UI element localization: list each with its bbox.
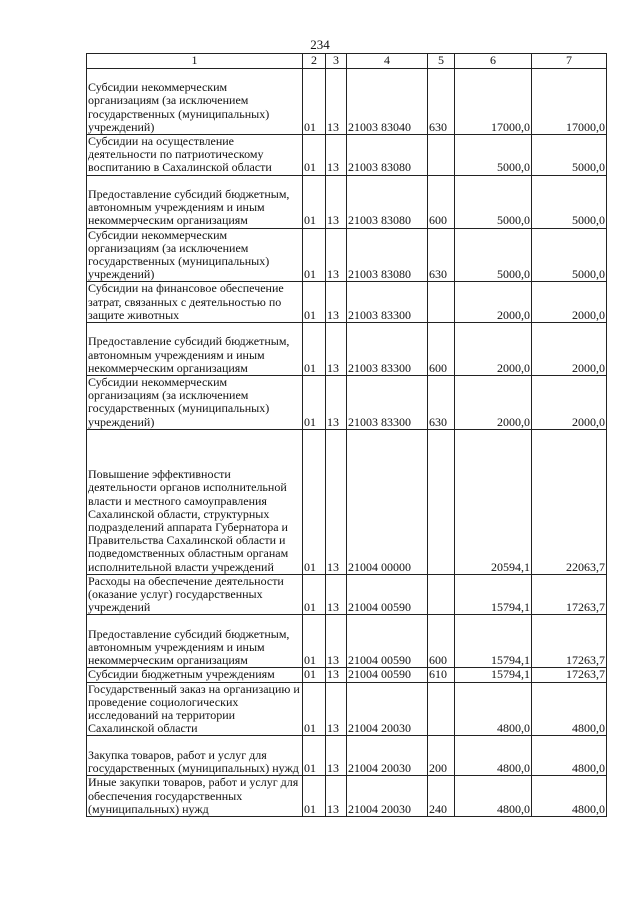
row-amount-year-2: 17263,7 <box>532 668 607 682</box>
row-name: Предоставление субсидий бюджетным, автономным учреждениям и иным некоммерческим организациям <box>87 323 303 376</box>
row-subsection-code: 13 <box>326 323 347 376</box>
header-col-4: 4 <box>347 54 428 69</box>
row-target-code: 21003 83300 <box>347 376 428 430</box>
table-row <box>87 228 607 282</box>
table-row <box>87 282 607 323</box>
row-name: Субсидии бюджетным учреждениям <box>87 668 303 682</box>
row-amount-year-1: 2000,0 <box>455 376 532 430</box>
table-row <box>87 323 607 376</box>
row-name: Повышение эффективности деятельности органов исполнительной власти и местного самоуправления Сахалинской области, структурных подразделений аппарата Губернатора и Правительства Сахалинской области и подведомственных областным органам исполнительной власти учреждений <box>87 429 303 574</box>
row-target-code: 21003 83080 <box>347 135 428 176</box>
row-section-code: 01 <box>303 323 326 376</box>
row-name: Расходы на обеспечение деятельности (оказание услуг) государственных учреждений <box>87 574 303 615</box>
row-expense-type-code <box>428 429 455 574</box>
row-target-code: 21004 20030 <box>347 682 428 736</box>
row-amount-year-1: 5000,0 <box>455 135 532 176</box>
row-section-code: 01 <box>303 682 326 736</box>
header-col-1: 1 <box>87 54 303 69</box>
row-expense-type-code: 630 <box>428 376 455 430</box>
row-amount-year-1: 4800,0 <box>455 776 532 817</box>
row-amount-year-1: 20594,1 <box>455 429 532 574</box>
row-amount-year-1: 5000,0 <box>455 228 532 282</box>
row-amount-year-1: 2000,0 <box>455 282 532 323</box>
row-section-code: 01 <box>303 615 326 668</box>
row-subsection-code: 13 <box>326 228 347 282</box>
row-amount-year-2: 2000,0 <box>532 282 607 323</box>
row-target-code: 21004 20030 <box>347 736 428 776</box>
row-name: Иные закупки товаров, работ и услуг для обеспечения государственных (муниципальных) нужд <box>87 776 303 817</box>
row-amount-year-1: 15794,1 <box>455 668 532 682</box>
row-expense-type-code: 600 <box>428 175 455 228</box>
row-target-code: 21003 83040 <box>347 69 428 135</box>
row-amount-year-2: 5000,0 <box>532 135 607 176</box>
row-expense-type-code <box>428 282 455 323</box>
row-amount-year-2: 17263,7 <box>532 574 607 615</box>
header-col-7: 7 <box>532 54 607 69</box>
row-subsection-code: 13 <box>326 282 347 323</box>
row-name: Государственный заказ на организацию и проведение социологических исследований на территории Сахалинской области <box>87 682 303 736</box>
row-section-code: 01 <box>303 429 326 574</box>
row-section-code: 01 <box>303 668 326 682</box>
row-target-code: 21003 83300 <box>347 282 428 323</box>
row-amount-year-2: 22063,7 <box>532 429 607 574</box>
table-row <box>87 69 607 135</box>
page-number: 234 <box>310 37 330 52</box>
row-amount-year-2: 4800,0 <box>532 736 607 776</box>
row-section-code: 01 <box>303 376 326 430</box>
table-row <box>87 574 607 615</box>
row-subsection-code: 13 <box>326 776 347 817</box>
row-name: Субсидии на финансовое обеспечение затрат, связанных с деятельностью по защите животных <box>87 282 303 323</box>
row-subsection-code: 13 <box>326 69 347 135</box>
row-name: Закупка товаров, работ и услуг для государственных (муниципальных) нужд <box>87 736 303 776</box>
row-expense-type-code <box>428 682 455 736</box>
row-amount-year-1: 5000,0 <box>455 175 532 228</box>
row-section-code: 01 <box>303 282 326 323</box>
row-target-code: 21004 20030 <box>347 776 428 817</box>
table-row <box>87 429 607 574</box>
row-expense-type-code <box>428 574 455 615</box>
table-row <box>87 776 607 817</box>
row-expense-type-code: 600 <box>428 615 455 668</box>
table-row <box>87 736 607 776</box>
row-target-code: 21004 00590 <box>347 668 428 682</box>
row-section-code: 01 <box>303 736 326 776</box>
row-section-code: 01 <box>303 135 326 176</box>
row-name: Предоставление субсидий бюджетным, автономным учреждениям и иным некоммерческим организациям <box>87 615 303 668</box>
row-amount-year-2: 17000,0 <box>532 69 607 135</box>
row-amount-year-2: 5000,0 <box>532 175 607 228</box>
table-row <box>87 682 607 736</box>
row-section-code: 01 <box>303 228 326 282</box>
row-name: Субсидии некоммерческим организациям (за исключением государственных (муниципальных) учреждений) <box>87 69 303 135</box>
table-row <box>87 615 607 668</box>
row-target-code: 21003 83080 <box>347 228 428 282</box>
row-target-code: 21003 83300 <box>347 323 428 376</box>
row-expense-type-code: 630 <box>428 69 455 135</box>
header-col-3: 3 <box>326 54 347 69</box>
budget-table <box>86 53 607 817</box>
row-expense-type-code: 600 <box>428 323 455 376</box>
row-section-code: 01 <box>303 69 326 135</box>
header-row <box>87 54 607 69</box>
row-amount-year-2: 2000,0 <box>532 376 607 430</box>
row-subsection-code: 13 <box>326 429 347 574</box>
table-row <box>87 175 607 228</box>
header-col-6: 6 <box>455 54 532 69</box>
row-name: Предоставление субсидий бюджетным, автономным учреждениям и иным некоммерческим организациям <box>87 175 303 228</box>
row-expense-type-code <box>428 135 455 176</box>
row-name: Субсидии на осуществление деятельности по патриотическому воспитанию в Сахалинской области <box>87 135 303 176</box>
row-subsection-code: 13 <box>326 574 347 615</box>
row-subsection-code: 13 <box>326 668 347 682</box>
row-subsection-code: 13 <box>326 682 347 736</box>
row-amount-year-2: 2000,0 <box>532 323 607 376</box>
row-expense-type-code: 200 <box>428 736 455 776</box>
table-row <box>87 376 607 430</box>
row-amount-year-2: 5000,0 <box>532 228 607 282</box>
header-col-2: 2 <box>303 54 326 69</box>
row-name: Субсидии некоммерческим организациям (за исключением государственных (муниципальных) учреждений) <box>87 376 303 430</box>
row-expense-type-code: 610 <box>428 668 455 682</box>
table-row <box>87 668 607 682</box>
row-section-code: 01 <box>303 776 326 817</box>
row-amount-year-1: 4800,0 <box>455 736 532 776</box>
row-section-code: 01 <box>303 175 326 228</box>
row-amount-year-1: 2000,0 <box>455 323 532 376</box>
row-section-code: 01 <box>303 574 326 615</box>
row-target-code: 21004 00000 <box>347 429 428 574</box>
row-target-code: 21004 00590 <box>347 574 428 615</box>
row-subsection-code: 13 <box>326 376 347 430</box>
row-amount-year-1: 15794,1 <box>455 615 532 668</box>
row-target-code: 21003 83080 <box>347 175 428 228</box>
row-expense-type-code: 630 <box>428 228 455 282</box>
row-subsection-code: 13 <box>326 135 347 176</box>
table-row <box>87 135 607 176</box>
row-subsection-code: 13 <box>326 175 347 228</box>
row-target-code: 21004 00590 <box>347 615 428 668</box>
row-amount-year-2: 17263,7 <box>532 615 607 668</box>
row-amount-year-1: 17000,0 <box>455 69 532 135</box>
row-subsection-code: 13 <box>326 736 347 776</box>
row-subsection-code: 13 <box>326 615 347 668</box>
row-amount-year-2: 4800,0 <box>532 682 607 736</box>
header-col-5: 5 <box>428 54 455 69</box>
row-amount-year-2: 4800,0 <box>532 776 607 817</box>
row-amount-year-1: 4800,0 <box>455 682 532 736</box>
row-amount-year-1: 15794,1 <box>455 574 532 615</box>
row-expense-type-code: 240 <box>428 776 455 817</box>
row-name: Субсидии некоммерческим организациям (за исключением государственных (муниципальных) учреждений) <box>87 228 303 282</box>
